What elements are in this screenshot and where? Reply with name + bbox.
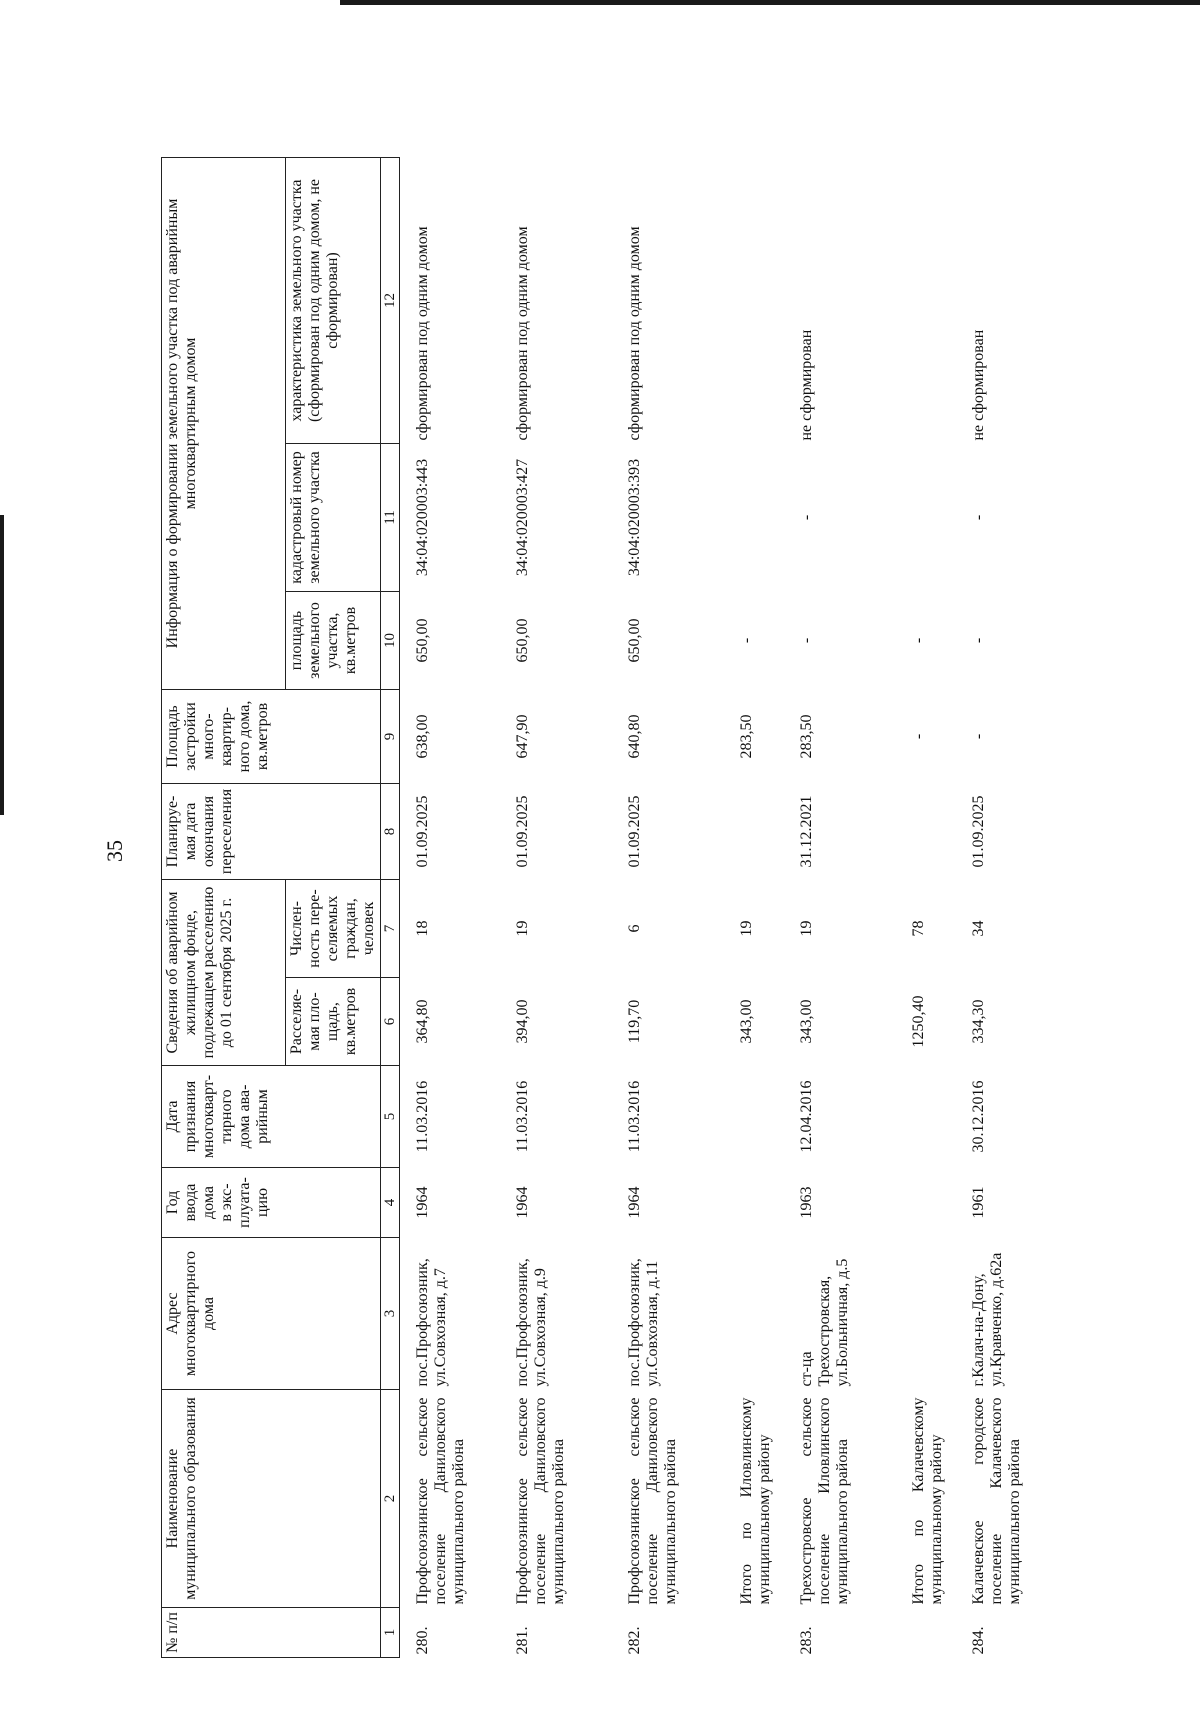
date-cell: 30.12.2016	[969, 1080, 987, 1153]
area-cell: 343,00	[797, 999, 815, 1044]
characteristic-cell	[736, 157, 796, 443]
header-relocated-people: Числен- ность пере- селяемых граждан, человек	[286, 880, 381, 978]
column-number: 1	[380, 1608, 400, 1658]
people-cell: 18	[414, 920, 432, 937]
emergency-housing-table	[161, 157, 1080, 1658]
planned-date-cell: 31.12.2021	[797, 795, 815, 868]
built-area-cell: 638,00	[414, 714, 432, 759]
municipality-cell: Итого по Иловлинскому муниципальному району	[737, 1397, 773, 1605]
area-cell: 1250,40	[909, 995, 927, 1048]
column-number: 4	[380, 1168, 400, 1238]
land-area-cell: 650,00	[625, 618, 643, 663]
built-area-cell: 640,80	[625, 714, 643, 759]
header-no: № п/п	[162, 1608, 381, 1658]
table-row	[968, 157, 1080, 1657]
municipality-cell: Трехостровское сельское поселение Иловлинского муниципального района	[797, 1397, 851, 1605]
date-cell	[908, 1066, 968, 1168]
column-number: 9	[380, 690, 400, 784]
municipality-cell: Калачевское городское поселение Калачевского муниципального района	[969, 1397, 1023, 1605]
year-cell: 1961	[969, 1186, 987, 1219]
planned-date-cell: 01.09.2025	[969, 795, 987, 868]
column-number: 2	[380, 1390, 400, 1608]
table-row	[796, 157, 908, 1657]
header-built-area: Площадь застройки много- квартир- ного дома, кв.метров	[162, 690, 381, 784]
year-cell: 1964	[414, 1186, 432, 1219]
address-cell: пос.Профсоюзник, ул.Совхозная, д.7	[414, 1258, 450, 1387]
year-cell: 1963	[797, 1186, 815, 1219]
scan-edge-left	[0, 515, 4, 815]
header-cadastral: кадастровый номер земельного участка	[286, 444, 381, 592]
date-cell	[736, 1066, 796, 1168]
column-number: 11	[380, 444, 400, 592]
date-cell: 12.04.2016	[797, 1080, 815, 1153]
address-cell: пос.Профсоюзник, ул.Совхозная, д.9	[513, 1258, 549, 1387]
planned-date-cell: 01.09.2025	[414, 795, 432, 868]
cadastral-cell: 34:04:020003:393	[625, 458, 643, 577]
table-row	[624, 157, 736, 1657]
header-municipality: Наименование муниципального образования	[162, 1390, 381, 1608]
characteristic-cell: сформирован под одним домом	[513, 226, 531, 441]
land-area-cell: -	[969, 637, 987, 644]
year-cell: 1964	[625, 1186, 643, 1219]
address-cell	[736, 1238, 796, 1390]
built-area-cell: 283,50	[797, 714, 815, 759]
characteristic-cell: сформирован под одним домом	[625, 226, 643, 441]
column-number: 3	[380, 1238, 400, 1390]
built-area-cell: -	[909, 733, 927, 740]
municipality-cell: Итого по Калачевскому муниципальному району	[909, 1397, 945, 1605]
column-number: 8	[380, 784, 400, 880]
header-year: Год ввода дома в экс- плуата- цию	[162, 1168, 381, 1238]
row-number: 282.	[625, 1626, 643, 1655]
characteristic-cell: не сформирован	[969, 329, 987, 441]
date-cell: 11.03.2016	[625, 1080, 643, 1153]
cadastral-cell: 34:04:020003:427	[513, 458, 531, 577]
column-number: 10	[380, 592, 400, 690]
municipality-cell: Профсоюзнинское сельское поселение Даниловского муниципального района	[414, 1397, 468, 1605]
row-number	[908, 1608, 968, 1658]
people-cell: 19	[797, 920, 815, 937]
municipality-cell: Профсоюзнинское сельское поселение Даниловского муниципального района	[513, 1397, 567, 1605]
characteristic-cell: не сформирован	[797, 329, 815, 441]
area-cell: 343,00	[737, 999, 755, 1044]
column-number: 5	[380, 1066, 400, 1168]
people-cell: 6	[625, 924, 643, 933]
land-area-cell: -	[737, 637, 755, 644]
cadastral-cell: -	[797, 514, 815, 521]
people-cell: 19	[513, 920, 531, 937]
built-area-cell: 283,50	[737, 714, 755, 759]
table-row	[512, 157, 624, 1657]
header-emergency-info: Сведения об аварийном жилищном фонде, подлежащем расселению до 01 сентября 2025 г.	[162, 880, 286, 1066]
header-address: Адрес многоквартирного дома	[162, 1238, 381, 1390]
people-cell: 19	[737, 920, 755, 937]
column-number: 7	[380, 880, 400, 978]
land-area-cell: -	[797, 637, 815, 644]
row-number	[736, 1608, 796, 1658]
rotated-table-container	[161, 158, 1200, 1658]
address-cell: пос.Профсоюзник, ул.Совхозная, д.11	[625, 1258, 661, 1387]
date-cell: 11.03.2016	[513, 1080, 531, 1153]
cadastral-cell: -	[969, 514, 987, 521]
address-cell: г.Калач-на-Дону, ул.Кравченко, д.62а	[969, 1252, 1005, 1387]
year-cell: 1964	[513, 1186, 531, 1219]
cadastral-cell	[908, 444, 968, 592]
planned-date-cell: 01.09.2025	[625, 795, 643, 868]
header-characteristic: характеристика земельного участка (сформирован под одним домом, не сформирован)	[286, 157, 381, 443]
column-number: 6	[380, 978, 400, 1066]
people-cell: 78	[909, 920, 927, 937]
built-area-cell: 647,90	[513, 714, 531, 759]
row-number: 280.	[414, 1626, 432, 1655]
address-cell: ст-ца Трехостровская, ул.Больничная, д.5	[797, 1258, 851, 1387]
row-number: 284.	[969, 1626, 987, 1655]
table-row-total	[736, 157, 796, 1657]
land-area-cell: 650,00	[513, 618, 531, 663]
header-planned-date: Планируе- мая дата окончания переселения	[162, 784, 381, 880]
column-number: 12	[380, 157, 400, 443]
scan-edge-top	[340, 0, 1200, 5]
row-number: 281.	[513, 1626, 531, 1655]
header-land-area: площадь земельного участка, кв.метров	[286, 592, 381, 690]
header-date-recognized: Дата признания многокварт- тирного дома ава- рийным	[162, 1066, 381, 1168]
land-area-cell: 650,00	[414, 618, 432, 663]
year-cell	[908, 1168, 968, 1238]
table-row	[400, 157, 512, 1657]
date-cell: 11.03.2016	[414, 1080, 432, 1153]
municipality-cell: Профсоюзнинское сельское поселение Даниловского муниципального района	[625, 1397, 679, 1605]
land-area-cell: -	[909, 637, 927, 644]
characteristic-cell: сформирован под одним домом	[414, 226, 432, 441]
planned-date-cell	[736, 784, 796, 880]
planned-date-cell: 01.09.2025	[513, 795, 531, 868]
address-cell	[908, 1238, 968, 1390]
people-cell: 34	[969, 920, 987, 937]
cadastral-cell	[736, 444, 796, 592]
area-cell: 364,80	[414, 999, 432, 1044]
year-cell	[736, 1168, 796, 1238]
table-row-total	[908, 157, 968, 1657]
area-cell: 119,70	[625, 999, 643, 1044]
built-area-cell: -	[969, 733, 987, 740]
row-number: 283.	[797, 1626, 815, 1655]
page-number: 35	[102, 840, 127, 862]
header-land-info: Информация о формировании земельного участка под аварийным многоквартирным домом	[162, 157, 286, 689]
planned-date-cell	[908, 784, 968, 880]
header-relocated-area: Расселяе- мая пло- щадь, кв.метров	[286, 978, 381, 1066]
characteristic-cell	[908, 157, 968, 443]
cadastral-cell: 34:04:020003:443	[414, 458, 432, 577]
area-cell: 334,30	[969, 999, 987, 1044]
area-cell: 394,00	[513, 999, 531, 1044]
